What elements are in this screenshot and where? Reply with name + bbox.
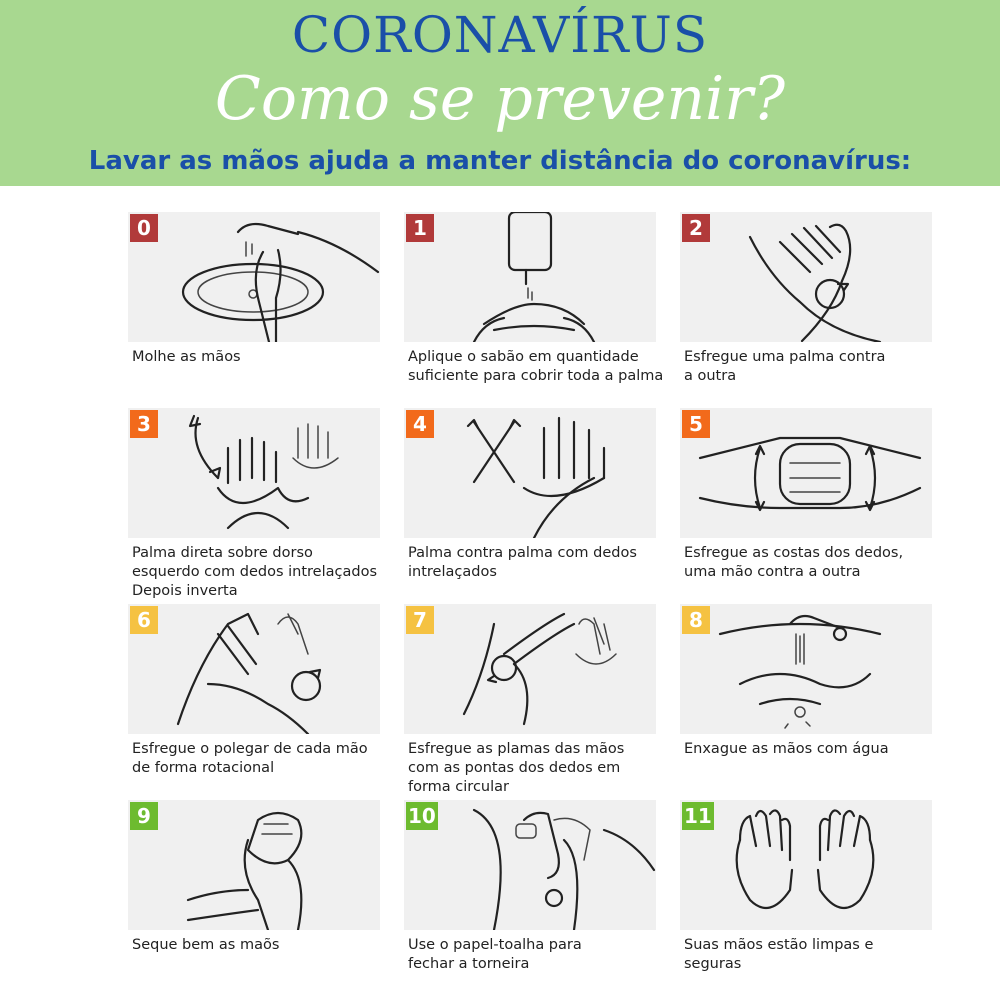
- turn-off-tap-icon: [404, 800, 656, 930]
- step-illustration: [404, 604, 656, 734]
- step-caption: Suas mãos estão limpas e seguras: [684, 937, 874, 972]
- step-caption: Enxague as mãos com água: [684, 741, 889, 757]
- step-number-badge: 9: [130, 802, 158, 830]
- thumb-rotation-icon: [128, 604, 380, 734]
- step-caption: Esfregue as costas dos dedos, uma mão contra a outra: [684, 545, 904, 580]
- step-number-badge: 0: [130, 214, 158, 242]
- step-illustration: [404, 212, 656, 342]
- step-caption: Seque bem as maõs: [132, 937, 280, 953]
- page-title: CORONAVÍRUS: [291, 6, 709, 64]
- step-caption: Use o papel-toalha para fechar a torneira: [408, 937, 582, 972]
- step-number-badge: 6: [130, 606, 158, 634]
- wet-hands-sink-icon: [128, 212, 380, 342]
- step-number-badge: 10: [408, 804, 436, 828]
- step-number-badge: 5: [682, 410, 710, 438]
- step-caption: Palma contra palma com dedos intrelaçados: [408, 545, 637, 580]
- lead-text: Lavar as mãos ajuda a manter distância do coronavírus:: [88, 146, 912, 176]
- step-caption: Palma direta sobre dorso esquerdo com dedos intrelaçados Depois inverta: [132, 545, 377, 599]
- fingertips-palm-icon: [404, 604, 656, 734]
- back-of-fingers-icon: [680, 408, 932, 538]
- step-number-badge: 3: [130, 410, 158, 438]
- palm-rub-icon: [680, 212, 932, 342]
- step-caption: Molhe as mãos: [132, 349, 241, 365]
- step-number-badge: 8: [682, 606, 710, 634]
- palm-over-back-icon: [128, 408, 380, 538]
- step-illustration: [128, 604, 380, 734]
- interlaced-fingers-icon: [404, 408, 656, 538]
- dry-hands-towel-icon: [128, 800, 380, 930]
- step-illustration: [680, 800, 932, 930]
- step-caption: Esfregue uma palma contra a outra: [684, 349, 886, 384]
- step-illustration: [128, 408, 380, 538]
- step-number-badge: 2: [682, 214, 710, 242]
- step-illustration: [680, 212, 932, 342]
- step-illustration: [680, 408, 932, 538]
- step-caption: Aplique o sabão em quantidade suficiente para cobrir toda a palma: [408, 349, 664, 384]
- rinse-hands-icon: [680, 604, 932, 734]
- step-illustration: [128, 212, 380, 342]
- step-number-badge: 4: [406, 410, 434, 438]
- step-caption: Esfregue o polegar de cada mão de forma rotacional: [132, 741, 368, 776]
- step-number-badge: 1: [406, 214, 434, 242]
- step-caption: Esfregue as plamas das mãos com as pontas dos dedos em forma circular: [408, 741, 625, 795]
- step-illustration: [404, 408, 656, 538]
- step-number-badge: 7: [406, 606, 434, 634]
- clean-hands-icon: [680, 800, 932, 930]
- page-subtitle: Como se prevenir?: [214, 64, 786, 134]
- step-illustration: [680, 604, 932, 734]
- soap-dispenser-icon: [404, 212, 656, 342]
- step-illustration: [128, 800, 380, 930]
- step-number-badge: 11: [684, 804, 712, 828]
- step-illustration: [404, 800, 656, 930]
